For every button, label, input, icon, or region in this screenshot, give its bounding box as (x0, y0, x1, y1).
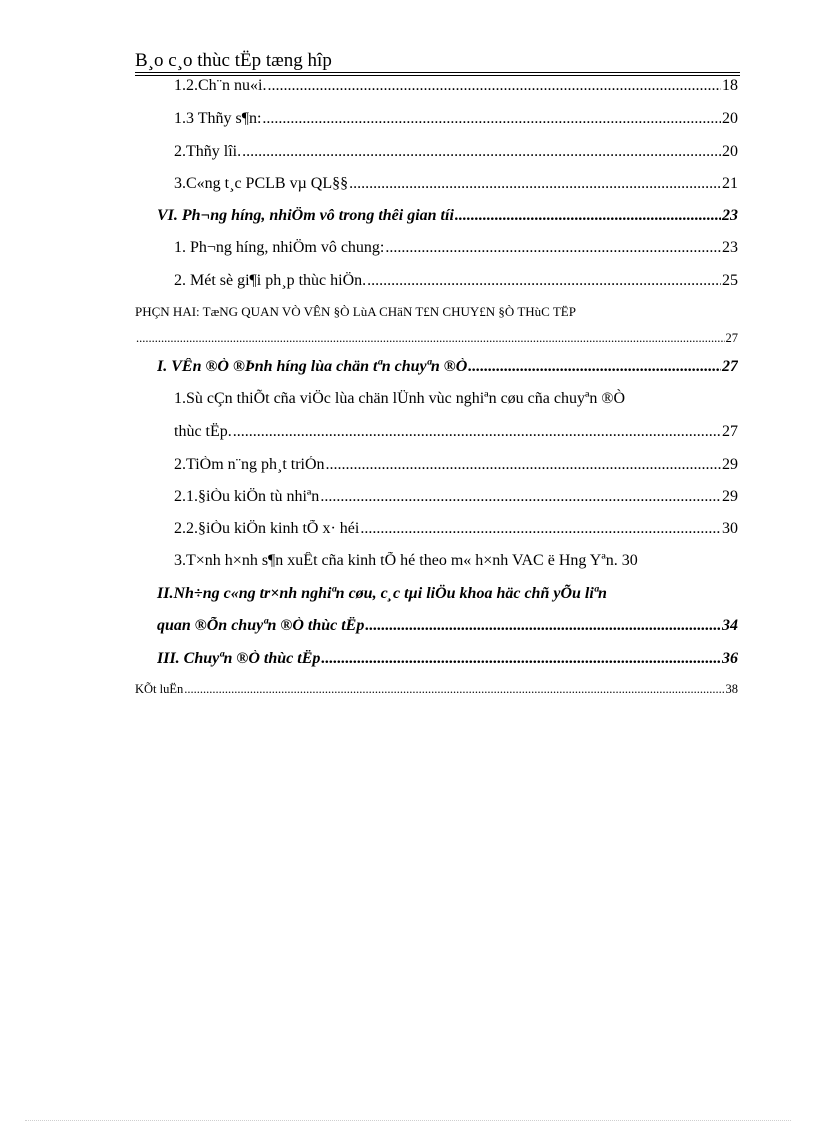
toc-leader (242, 143, 721, 161)
toc-entry-page: 27 (722, 358, 738, 375)
toc-entry[interactable] (174, 272, 738, 290)
toc-entry-title: III. Chuyªn ®Ò thùc tËp (157, 650, 321, 667)
toc-entry-page: 25 (722, 272, 738, 289)
toc-entry-title: 1.2.Ch¨n nu«i. (174, 77, 267, 94)
toc-leader (262, 110, 721, 128)
toc-leader (320, 488, 721, 506)
toc-entry-title: 3.T×nh h×nh s¶n xuÊt cña kinh tÕ hé theo m« h×nh VAC ë Hng Yªn. (174, 552, 618, 569)
toc-entry-title: 2. Mét sè gi¶i ph¸p thùc hiÖn. (174, 272, 367, 289)
header-title: B¸o c¸o thùc tËp tæng hîp (135, 50, 332, 71)
toc-entry[interactable] (174, 520, 738, 538)
toc-leader (321, 650, 721, 668)
toc-section-entry[interactable] (157, 650, 738, 668)
toc-entry-title: thùc tËp. (174, 423, 232, 440)
toc-leader (233, 423, 721, 441)
toc-leader (184, 682, 724, 697)
toc-section-entry[interactable] (157, 617, 738, 635)
toc-entry[interactable] (174, 456, 738, 474)
toc-leader (468, 358, 721, 376)
toc-entry[interactable] (174, 110, 738, 128)
toc-part-leader-line[interactable] (135, 331, 738, 346)
toc-conclusion-entry[interactable] (135, 682, 738, 697)
toc-entry-title: 1.3 Thñy s¶n: (174, 110, 262, 127)
toc-entry-page: 20 (722, 143, 738, 160)
toc-leader (326, 456, 721, 474)
toc-entry-title: VI. Ph¬ng híng, nhiÖm vô trong thêi gian tíi (157, 207, 454, 224)
toc-leader (360, 520, 721, 538)
toc-section-entry[interactable] (157, 358, 738, 376)
toc-entry-page: 29 (722, 456, 738, 473)
toc-entry[interactable] (174, 77, 738, 95)
toc-entry-title: 2.TiÒm n¨ng ph¸t triÓn (174, 456, 325, 473)
toc-entry-title: 2.Thñy lîi. (174, 143, 242, 160)
toc-entry-page: 38 (725, 682, 738, 696)
toc-section-wrap-line[interactable]: II.Nh÷ng c«ng tr×nh nghiªn cøu, c¸c tµi liÖu khoa häc chñ yÕu liªn (157, 585, 607, 602)
toc-entry-title: 2.1.§iÒu kiÖn tù nhiªn (174, 488, 320, 505)
toc-entry-page: 23 (722, 207, 738, 224)
toc-entry-page: 27 (725, 331, 738, 345)
toc-entry[interactable] (174, 239, 738, 257)
toc-entry[interactable] (174, 488, 738, 506)
toc-entry-title: I. VÊn ®Ò ®Þnh híng lùa chän tªn chuyªn ®Ò (157, 358, 468, 375)
toc-entry-wrap-line[interactable]: 1.Sù cÇn thiÕt cña viÖc lùa chän lÜnh vùc nghiªn cøu cña chuyªn ®Ò (174, 390, 626, 407)
toc-part-heading[interactable]: PHÇN HAI: TæNG QUAN VÒ VÊN §Ò LùA CHäN T£N CHUY£N §Ò THùC TËP (135, 304, 576, 319)
toc-section-entry[interactable] (157, 207, 738, 225)
toc-leader (455, 207, 721, 225)
toc-leader (349, 175, 721, 193)
toc-entry-page: 36 (722, 650, 738, 667)
toc-entry[interactable] (174, 423, 738, 441)
toc-entry-page: 18 (722, 77, 738, 94)
toc-leader (385, 239, 721, 257)
toc-entry-title: 1. Ph¬ng híng, nhiÖm vô chung: (174, 239, 385, 256)
toc-entry-page: 30 (722, 520, 738, 537)
toc-entry-page: 30 (621, 552, 638, 569)
toc-entry-page: 20 (722, 110, 738, 127)
toc-leader (365, 617, 721, 635)
page-bottom-dotted-border (25, 1120, 791, 1121)
toc-entry[interactable] (174, 175, 738, 193)
toc-entry-page: 34 (722, 617, 738, 634)
toc-entry[interactable] (174, 552, 738, 570)
toc-entry-page: 21 (722, 175, 738, 192)
toc-entry-page: 27 (722, 423, 738, 440)
toc-entry-title: KÕt luËn (135, 682, 184, 696)
toc-entry-title: quan ®Õn chuyªn ®Ò thùc tËp (157, 617, 365, 634)
toc-entry-page: 29 (722, 488, 738, 505)
toc-entry-page: 23 (722, 239, 738, 256)
toc-entry[interactable] (174, 143, 738, 161)
toc-leader (267, 77, 721, 95)
toc-leader (367, 272, 721, 290)
toc-entry-title: 3.C«ng t¸c PCLB vµ QL§§ (174, 175, 349, 192)
toc-leader (136, 331, 725, 346)
toc-entry-title: 2.2.§iÒu kiÖn kinh tÕ x· héi (174, 520, 360, 537)
